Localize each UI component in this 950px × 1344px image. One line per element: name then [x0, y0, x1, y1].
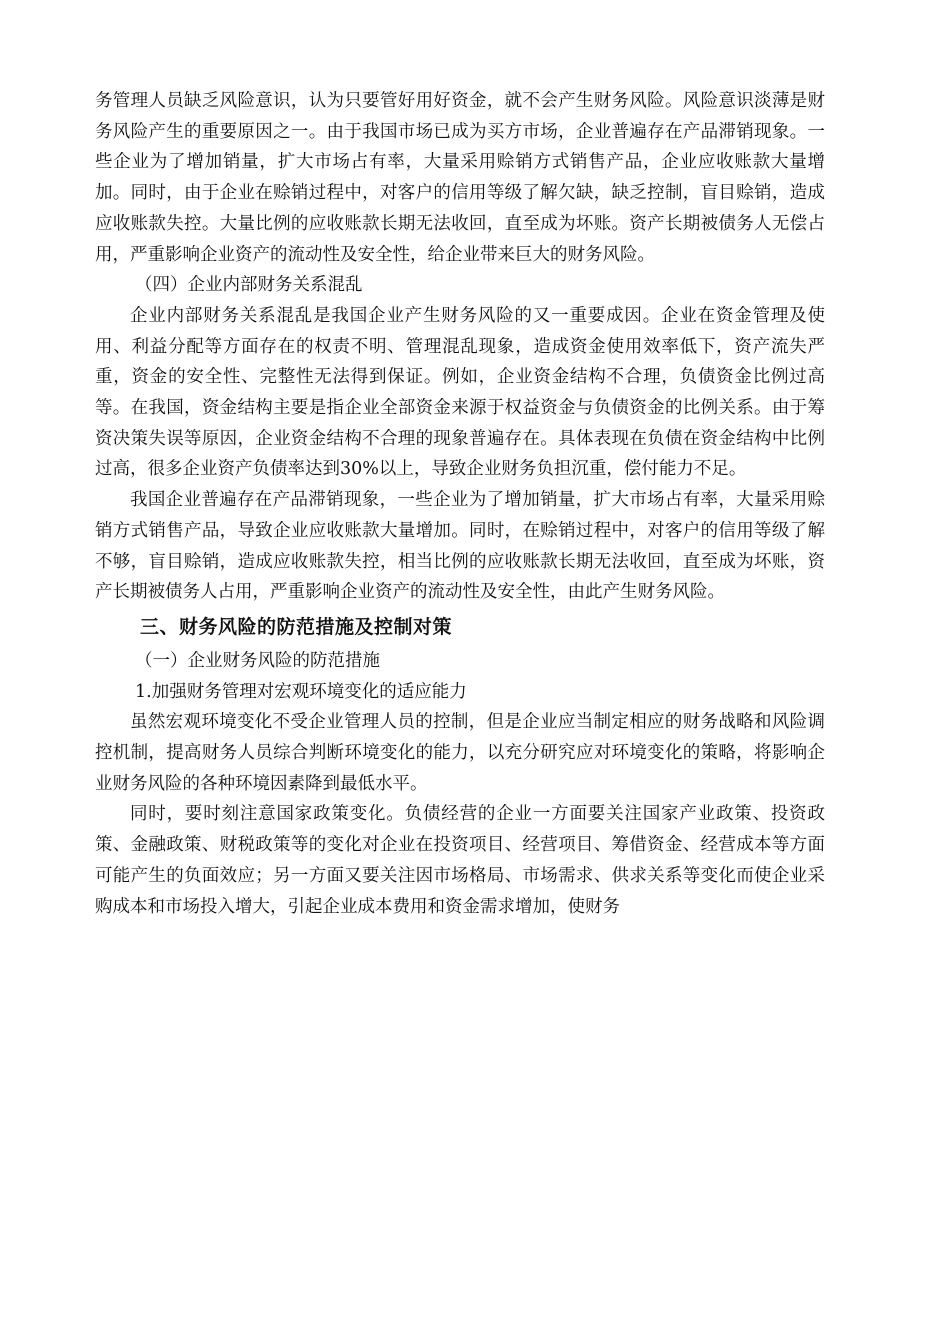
document-page [95, 86, 825, 922]
paragraph-policy-changes: 同时，要时刻注意国家政策变化。负债经营的企业一方面要关注国家产业政策、投资政策、金融政策、财税政策等的变化对企业在投资项目、经营项目、筹借资金、经营成本等方面可能产生的负面效应；另一方面又要关注因市场格局、市场需求、供求关系等变化而使企业采购成本和市场投入增大，引起企业成本费用和资金需求增加，使财务 [95, 804, 825, 917]
section-heading-prevention: 三、财务风险的防范措施及控制对策 [140, 615, 453, 638]
subheading-prevention-measures: （一）企业财务风险的防范措施 [135, 650, 380, 671]
paragraph-macro-environment: 虽然宏观环境变化不受企业管理人员的控制，但是企业应当制定相应的财务战略和风险调控机制，提高财务人员综合判断环境变化的能力，以充分研究应对环境变化的策略，将影响企业财务风险的各种环境因素降到最低水平。 [95, 712, 825, 794]
paragraph-risk-awareness: 务管理人员缺乏风险意识，认为只要管好用好资金，就不会产生财务风险。风险意识淡薄是财务风险产生的重要原因之一。由于我国市场已成为买方市场，企业普遍存在产品滞销现象。一些企业为了增加销量，扩大市场占有率，大量采用赊销方式销售产品，企业应收账款大量增加。同时，由于企业在赊销过程中，对客户的信用等级了解欠缺，缺乏控制，盲目赊销，造成应收账款失控。大量比例的应收账款长期无法收回，直至成为坏账。资产长期被债务人无偿占用，严重影响企业资产的流动性及安全性，给企业带来巨大的财务风险。 [95, 91, 825, 265]
subheading-internal-relations: （四）企业内部财务关系混乱 [135, 275, 363, 296]
item-heading-macro-adaptation: 1.加强财务管理对宏观环境变化的适应能力 [135, 681, 467, 702]
paragraph-internal-relations: 企业内部财务关系混乱是我国企业产生财务风险的又一重要成因。企业在资金管理及使用、利益分配等方面存在的权责不明、管理混乱现象，造成资金使用效率低下，资产流失严重，资金的安全性、完整性无法得到保证。例如，企业资金结构不合理，负债资金比例过高等。在我国，资金结构主要是指企业全部资金来源于权益资金与负债资金的比例关系。由于筹资决策失误等原因，企业资金结构不合理的现象普遍存在。具体表现在负债在资金结构中比例过高，很多企业资产负债率达到30%以上，导致企业财务负担沉重，偿付能力不足。 [95, 305, 825, 480]
paragraph-credit-sales: 我国企业普遍存在产品滞销现象，一些企业为了增加销量，扩大市场占有率，大量采用赊销方式销售产品，导致企业应收账款大量增加。同时，在赊销过程中，对客户的信用等级了解不够，盲目赊销，造成应收账款失控，相当比例的应收账款长期无法收回，直至成为坏账，资产长期被债务人占用，严重影响企业资产的流动性及安全性，由此产生财务风险。 [95, 490, 825, 603]
